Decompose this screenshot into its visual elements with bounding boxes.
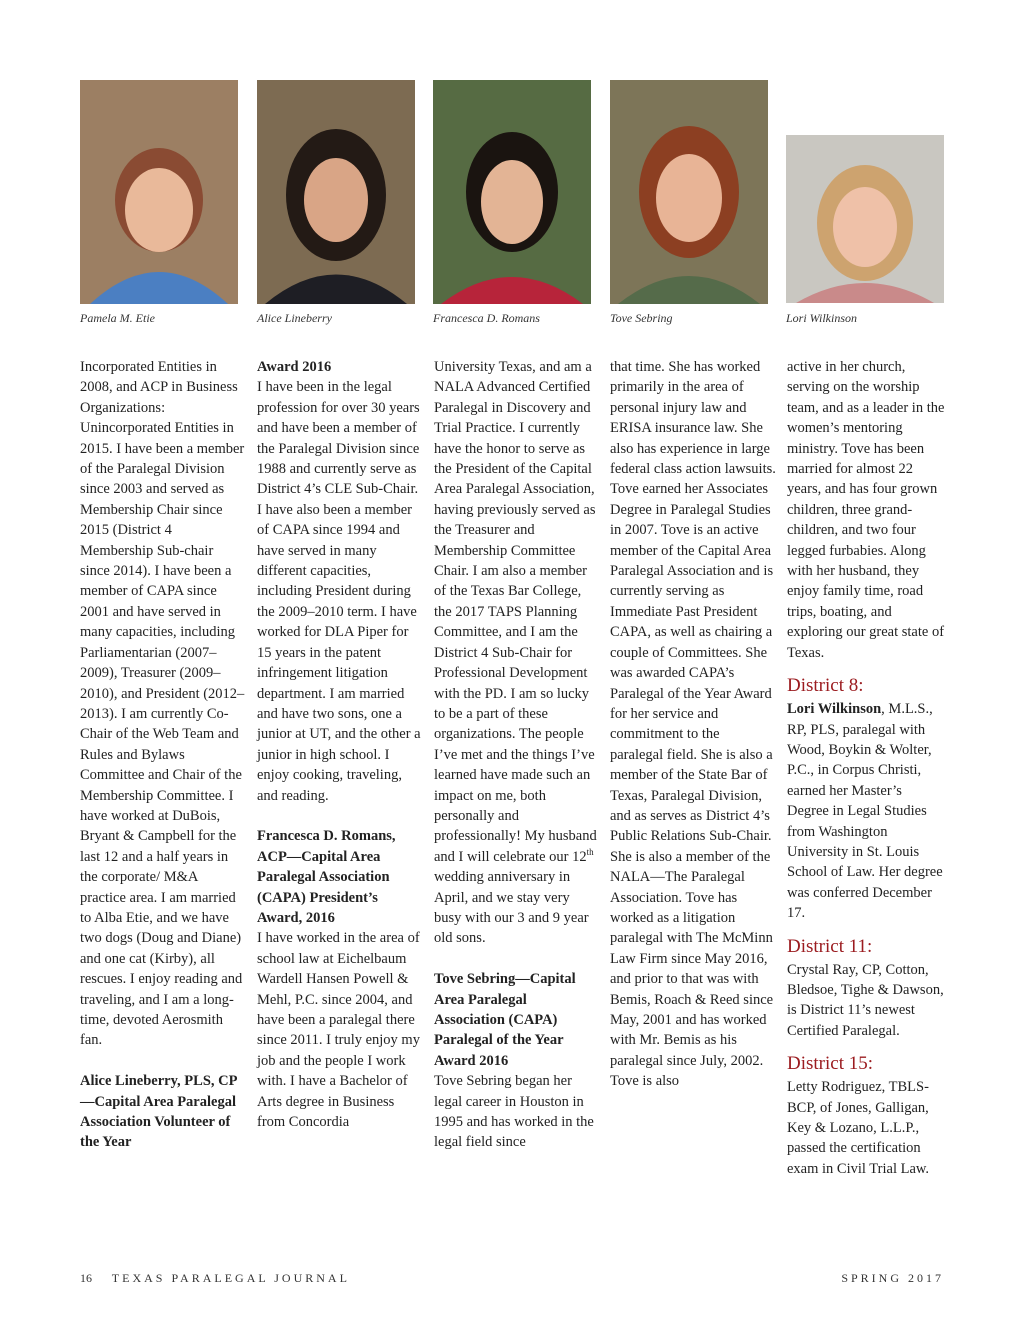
photo-caption: Francesca D. Romans [433,311,540,325]
portrait-image [257,80,415,304]
portrait-photo [433,80,591,304]
portrait-photo [257,80,415,304]
photo-caption: Lori Wilkinson [786,311,858,325]
journal-title: TEXAS PARALEGAL JOURNAL [111,1271,350,1285]
body-text: I have worked in the area of school law at Eichelbaum Wardell Hansen Powell & Mehl, P.C. since 2004, and have been a paralegal there since 2011. I truly enjoy my job and the people I work with. I have a Bachelor of Arts degree in Business from Concordia [257,930,420,1131]
portrait-photo [610,80,768,304]
award-heading: Tove Sebring—Capital Area Paralegal Association (CAPA) Paralegal of the Year Award 2016 [434,971,576,1069]
text-column-3 [434,357,600,1153]
photo-card-pamela [80,80,238,325]
district-8-text: Lori Wilkinson, M.L.S., RP, PLS, paralegal with Wood, Boykin & Wolter, P.C., in Corpus Christi, earned her Master’s Degree in Legal Studies from Washington University in St. Louis School of Law. Her degree was conferred December 17. [787,701,943,922]
issue-label: SPRING 2017 [841,1271,944,1285]
page-number: 16 [80,1271,92,1285]
portrait-image [610,80,768,304]
text-column-5 [787,357,947,1179]
district-11-heading: District 11: [787,935,873,957]
photo-caption: Pamela M. Etie [80,311,155,325]
photo-caption: Tove Sebring [610,311,673,325]
portrait-image [80,80,238,304]
photo-card-alice [257,80,415,325]
text-column-2 [257,357,423,1132]
photo-card-francesca [433,80,591,325]
text-column-4 [610,357,776,1092]
body-text: I have been in the legal profession for over 30 years and have been a member of the Paralegal Division since 1988 and currently serve as District 4’s CLE Sub-Chair. I have also been a member of CAPA since 1994 and have served in many different capacities, including President during the 2009–2010 term. I have worked for DLA Piper for 15 years in the patent infringement litigation department. I am married and have two sons, one a junior at UT, and the other a junior in high school. I enjoy cooking, traveling, and reading. [257,379,421,804]
photo-caption: Alice Lineberry [257,311,332,325]
body-text: University Texas, and am a NALA Advanced Certified Paralegal in Discovery and Trial Practice. I currently have the honor to serve as the President of the Capital Area Paralegal Association, having previously served as the Treasurer and Membership Committee Chair. I am also a member of the Texas Bar College, the 2017 TAPS Planning Committee, and I am the District 4 Sub-Chair for Professional Development with the PD. I am so lucky to be a part of these organizations. The people I’ve met and the things I’ve learned have made such an impact on me, both personally and professionally! My husband and I will celebrate our 12th wedding anniversary in April, and we stay very busy with our 3 and 9 year old sons. [434,359,597,947]
body-text: Tove Sebring began her legal career in Houston in 1995 and has worked in the legal field since [434,1073,594,1151]
photo-row [80,80,944,330]
district-8-heading: District 8: [787,675,864,697]
portrait-image [433,80,591,304]
district-15-text: Letty Rodriguez, TBLS-BCP, of Jones, Galligan, Key & Lozano, L.L.P., passed the certification exam in Civil Trial Law. [787,1079,930,1177]
portrait-photo [80,80,238,304]
body-text: active in her church, serving on the worship team, and as a leader in the women’s mentoring ministry. Tove has been married for almost 22 years, and has four grown children, three grand-children, and two four legged furbabies. Along with her husband, they enjoy family time, road trips, boating, and exploring our great state of Texas. [787,359,945,661]
body-text: that time. She has worked primarily in the area of personal injury law and ERISA insurance law. She also has experience in large federal class action lawsuits. Tove earned her Associates Degree in Paralegal Studies in 2007. Tove is an active member of the Capital Area Paralegal Association and is currently serving as Immediate Past President CAPA, as well as chairing a couple of Committees. She was awarded CAPA’s Paralegal of the Year Award for her service and commitment to the paralegal field. She is also a member of the State Bar of Texas, Paralegal Division, and as serves as District 4’s Public Relations Sub-Chair. She is also a member of the NALA—The Paralegal Association. Tove has worked as a litigation paralegal with The McMinn Law Firm since May 2016, and prior to that was with Bemis, Roach & Reed since May, 2001 and has worked with Mr. Bemis as his paralegal since July, 2002. Tove is also [610,359,776,1090]
photo-card-tove [610,80,768,325]
body-text: Incorporated Entities in 2008, and ACP in Business Organizations: Unincorporated Entities in 2015. I have been a member of the Paralegal Division since 2003 and served as Membership Chair since 2015 (District 4 Membership Sub-chair since 2014). I have been a member of CAPA since 2001 and have served in many capacities, including Parliamentarian (2007–2009), Treasurer (2009–2010), and President (2012–2013). I am currently Co-Chair of the Web Team and Rules and Bylaws Committee and Chair of the Membership Committee. I have worked at DuBois, Bryant & Campbell for the last 12 and a half years in the corporate/ M&A practice area. I am married to Alba Etie, and we have two dogs (Doug and Diane) and one cat (Kirby), all rescues. I enjoy reading and traveling, and I am a long-time, devoted Aerosmith fan. [80,359,245,1049]
photo-card-lori [786,135,944,325]
district-15-heading: District 15: [787,1053,874,1075]
portrait-photo [786,135,944,303]
text-column-1 [80,357,246,1153]
portrait-image [786,135,944,303]
award-heading: Alice Lineberry, PLS, CP—Capital Area Paralegal Association Volunteer of the Year [80,1073,238,1151]
district-11-text: Crystal Ray, CP, Cotton, Bledsoe, Tighe & Dawson, is District 11’s newest Certified Paralegal. [787,961,944,1039]
page-footer [80,1271,350,1286]
award-heading-continued: Award 2016 [257,359,332,375]
award-heading: Francesca D. Romans, ACP—Capital Area Paralegal Association (CAPA) President’s Award, 2016 [257,828,396,926]
